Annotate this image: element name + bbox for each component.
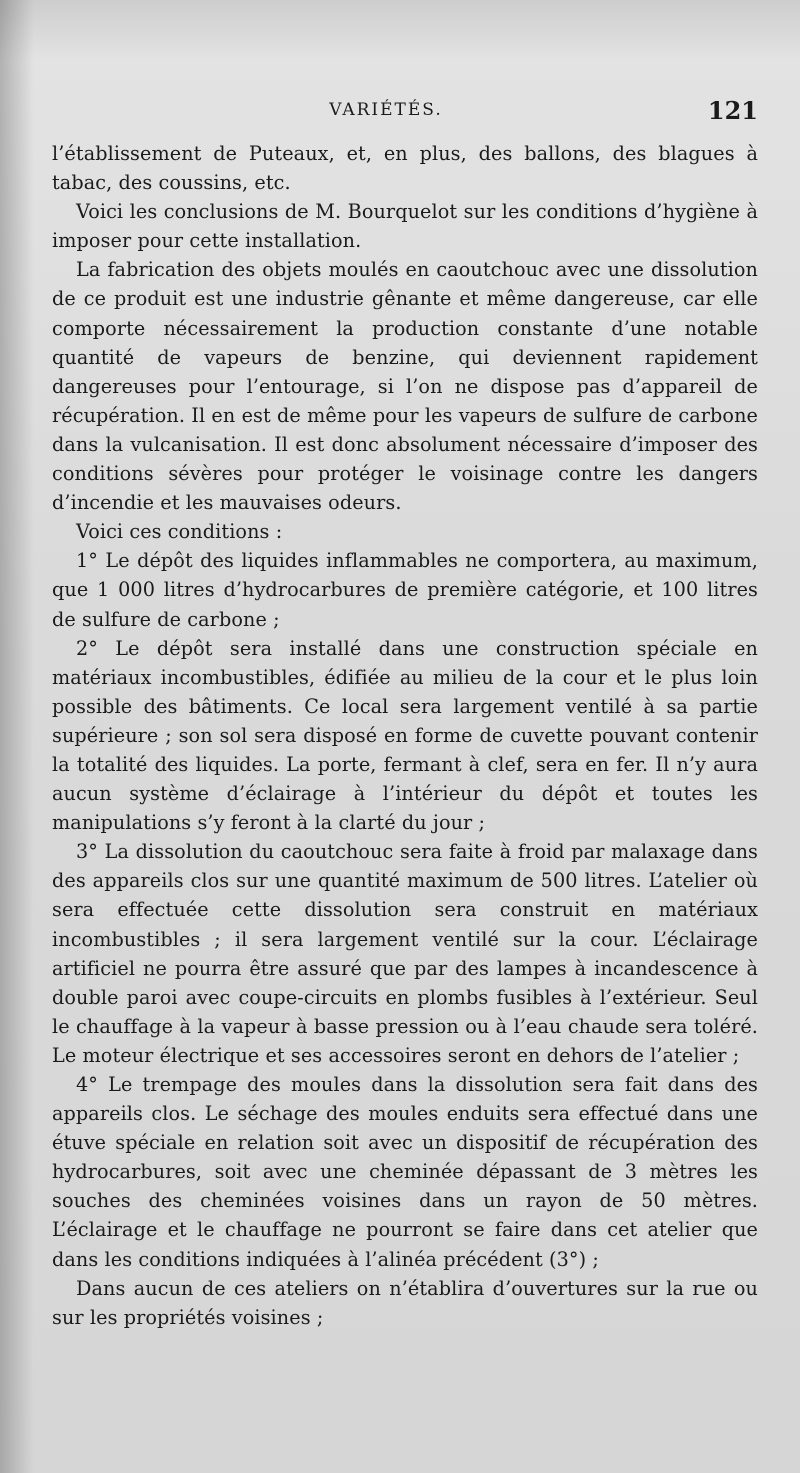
paragraph-condition-1: 1° Le dépôt des liquides inflammables ne comportera, au maximum, que 1 000 litres d’hydrocarbures de première catégorie, et 100 litres de sulfure de carbone ; [52,549,758,631]
paragraph-intro-conclusions: Voici les conclusions de M. Bourquelot sur les conditions d’hygiène à imposer pour cette installation. [52,200,758,253]
paragraph-condition-2: 2° Le dépôt sera installé dans une construction spéciale en matériaux incombustibles, édifiée au milieu de la cour et le plus loin possible des bâtiments. Ce local sera largement ventilé à sa partie supérieure ; son sol sera disposé en forme de cuvette pouvant contenir la totalité des liquides. La porte, fermant à clef, sera en fer. Il n’y aura aucun système d’éclairage à l’intérieur du dépôt et toutes les manipulations s’y feront à la clarté du jour ; [52,636,758,835]
page-gutter-shadow [0,0,34,1473]
body-text [52,139,758,1332]
page-number: 121 [707,96,758,125]
paragraph-condition-4: 4° Le trempage des moules dans la dissolution sera fait dans des appareils clos. Le séchage des moules enduits sera effectué dans une étuve spéciale en relation soit avec un dispositif de récupération des hydrocarbures, soit avec une cheminée dépassant de 3 mètres les souches des cheminées voisines dans un rayon de 50 mètres. L’éclairage et le chauffage ne pourront se faire dans cet atelier que dans les conditions indiquées à l’alinéa précédent (3°) ; [52,1073,758,1271]
running-head: VARIÉTÉS. [329,100,443,120]
page-header [52,96,760,132]
paragraph-fabrication: La fabrication des objets moulés en caoutchouc avec une dissolution de ce produit est une industrie gênante et même dangereuse, car elle comporte nécessairement la production constante d’une notable quantité de vapeurs de benzine, qui deviennent rapidement dangereuses pour l’entourage, si l’on ne dispose pas d’appareil de récupération. Il en est de même pour les vapeurs de sulfure de carbone dans la vulcanisation. Il est donc absolument nécessaire d’imposer des conditions sévères pour protéger le voisinage contre les dangers d’incendie et les mauvaises odeurs. [52,258,758,515]
paragraph-continuation: l’établissement de Puteaux, et, en plus, des ballons, des blagues à tabac, des coussins, etc. [52,142,758,195]
page-top-shadow [0,0,800,60]
paragraph-condition-3: 3° La dissolution du caoutchouc sera faite à froid par malaxage dans des appareils clos sur une quantité maximum de 500 litres. L’atelier où sera effectuée cette dissolution sera construit en matériaux incombustibles ; il sera largement ventilé sur la cour. L’éclairage artificiel ne pourra être assuré que par des lampes à incandescence à double paroi avec coupe-circuits en plombs fusibles à l’extérieur. Seul le chauffage à la vapeur à basse pression ou à l’eau chaude sera toléré. Le moteur électrique et ses accessoires seront en dehors de l’atelier ; [52,840,758,1067]
paragraph-conditions-intro: Voici ces conditions : [76,520,283,544]
paragraph-openings: Dans aucun de ces ateliers on n’établira d’ouvertures sur la rue ou sur les propriétés voisines ; [52,1276,758,1329]
